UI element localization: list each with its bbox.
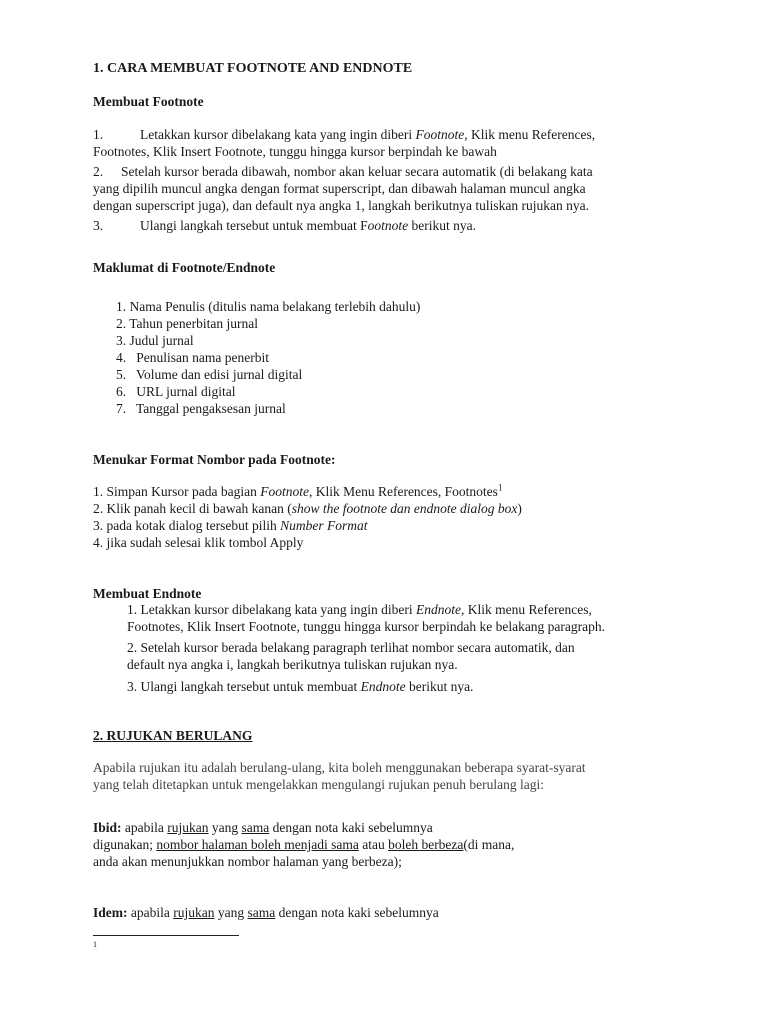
list-item: 6. URL jurnal digital	[116, 384, 236, 399]
step-number: 2.	[93, 164, 104, 179]
footnote-marker: 1	[93, 940, 97, 949]
section-2-intro: Apabila rujukan itu adalah berulang-ulang, kita boleh menggunakan beberapa syarat-syarat yang telah ditetapkan untuk mengelakkan mengulangi rujukan penuh berulang lagi:	[93, 760, 586, 792]
list-item: 2. Klik panah kecil di bawah kanan (show the footnote dan endnote dialog box)	[93, 501, 522, 516]
list-item: 3. Ulangi langkah tersebut untuk membuat Endnote berikut nya.	[127, 679, 474, 694]
footnote-step-1: 1. Letakkan kursor dibelakang kata yang ingin diberi Footnote, Klik menu References, Footnotes, Klik Insert Footnote, tunggu hingga kursor berpindah ke bawah	[93, 127, 596, 159]
endnote-list: 1. Letakkan kursor dibelakang kata yang ingin diberi Endnote, Klik menu References, Footnotes, Klik Insert Footnote, tunggu hingga kursor berpindah ke belakang paragraph. 2. Setelah kursor berada belakang paragraph terlihat nombor secara automatik, dan default nya angka i, langkah berikutnya tuliskan rujukan nya. 3. Ulangi langkah tersebut untuk membuat Endnote berikut nya.	[127, 601, 687, 695]
step-number: 3.	[93, 218, 104, 233]
format-heading: Menukar Format Nombor pada Footnote:	[93, 452, 336, 467]
list-item: 2. Setelah kursor berada belakang paragraph terlihat nombor secara automatik, dan	[127, 640, 575, 655]
ibid-definition: Ibid: apabila rujukan yang sama dengan nota kaki sebelumnya digunakan; nombor halaman boleh menjadi sama atau boleh berbeza(di mana, anda akan menunjukkan nombor halaman yang berbeza);	[93, 820, 515, 869]
list-item: 4. Penulisan nama penerbit	[116, 350, 269, 365]
footnote-superscript: 1	[497, 482, 503, 493]
list-item: 1. Letakkan kursor dibelakang kata yang ingin diberi Endnote, Klik menu References,	[127, 602, 592, 617]
footnote-step-2: 2. Setelah kursor berada dibawah, nombor akan keluar secara automatik (di belakang kata yang dipilih muncul angka dengan format superscript, dan dibawah halaman muncul angka dengan superscript juga), dan default nya angka 1, langkah berikutnya tuliskan rujukan nya.	[93, 164, 593, 213]
list-item: 3. Judul jurnal	[116, 333, 194, 348]
ibid-label: Ibid:	[93, 820, 122, 835]
section-2-title: 2. RUJUKAN BERULANG	[93, 728, 253, 743]
footnote-separator	[93, 935, 239, 936]
list-item: 1. Simpan Kursor pada bagian Footnote, Klik Menu References, Footnotes$^1$	[93, 482, 503, 499]
maklumat-heading: Maklumat di Footnote/Endnote	[93, 260, 276, 275]
list-item: 3. pada kotak dialog tersebut pilih Number Format	[93, 518, 368, 533]
section-1-title: 1. CARA MEMBUAT FOOTNOTE AND ENDNOTE	[93, 61, 413, 76]
maklumat-list	[116, 298, 706, 417]
footnote-step-3: 3. Ulangi langkah tersebut untuk membuat Footnote berikut nya.	[93, 218, 476, 233]
idem-label: Idem:	[93, 905, 128, 920]
list-item: 1. Nama Penulis (ditulis nama belakang terlebih dahulu)	[116, 299, 421, 314]
list-item: 4. jika sudah selesai klik tombol Apply	[93, 535, 304, 550]
list-item: 2. Tahun penerbitan jurnal	[116, 316, 259, 331]
idem-definition: Idem: apabila rujukan yang sama dengan nota kaki sebelumnya	[93, 905, 439, 920]
footnote-heading: Membuat Footnote	[93, 94, 204, 109]
step-number: 1.	[93, 127, 104, 142]
list-item: 5. Volume dan edisi jurnal digital	[116, 367, 303, 382]
list-item: 7. Tanggal pengaksesan jurnal	[116, 401, 286, 416]
endnote-heading: Membuat Endnote	[93, 586, 202, 601]
format-list	[93, 483, 683, 551]
